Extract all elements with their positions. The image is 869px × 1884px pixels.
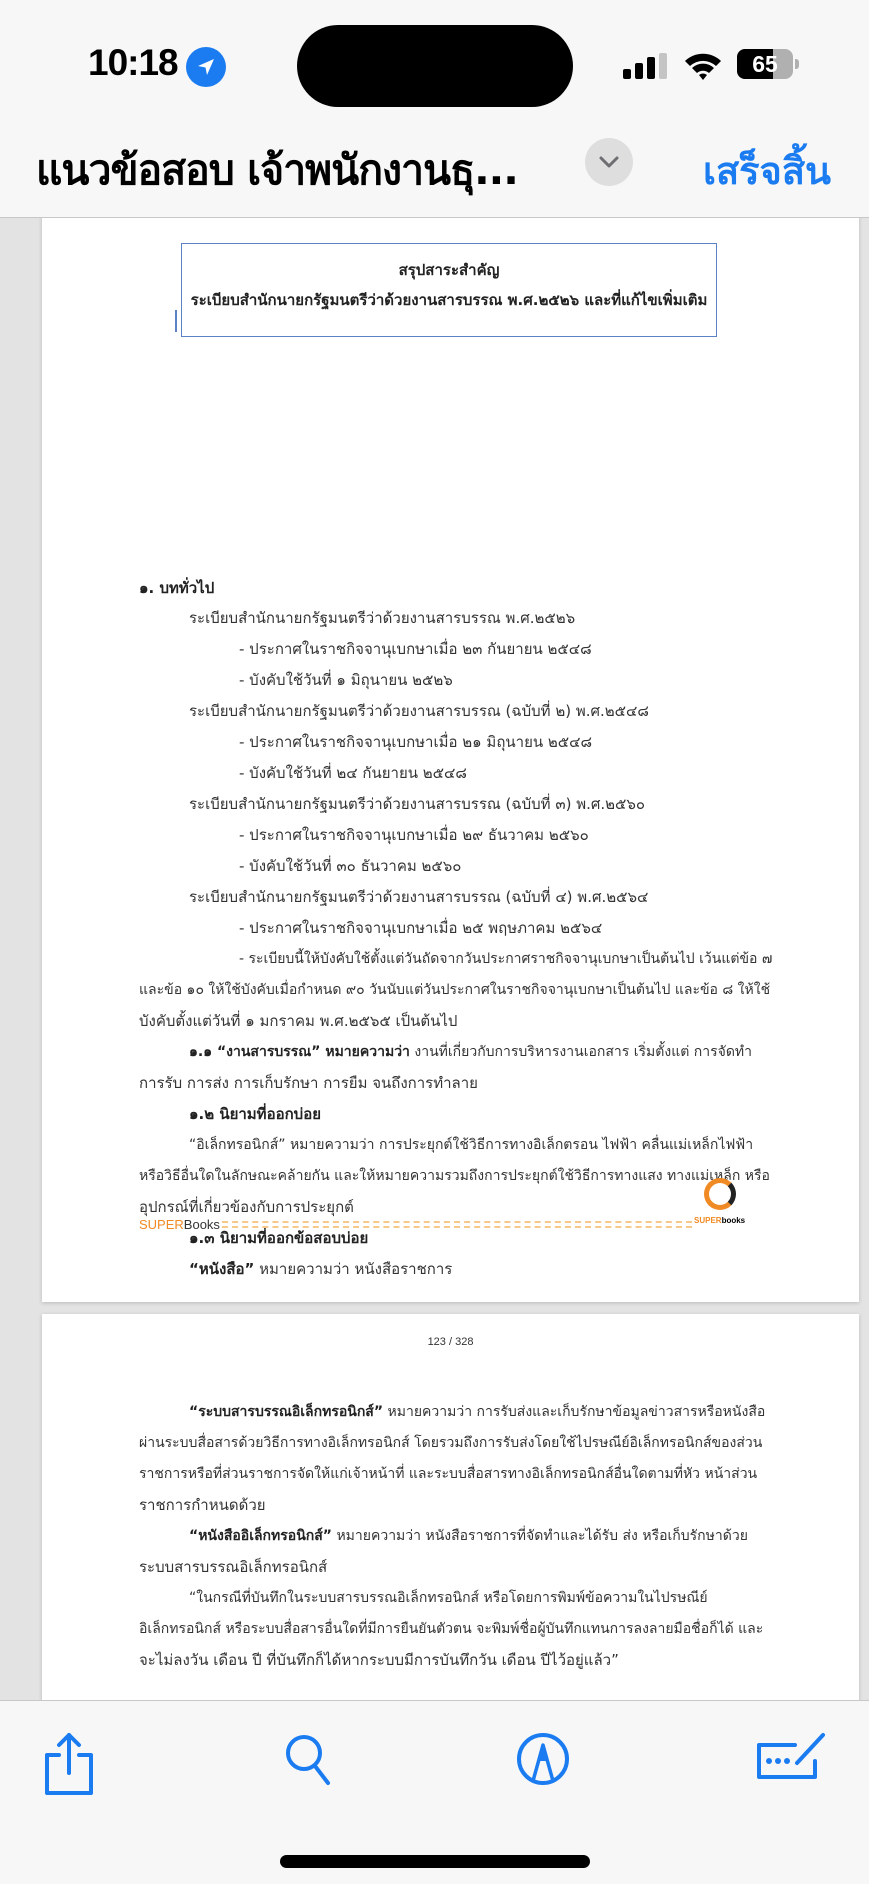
summary-subtitle: ระเบียบสำนักนายกรัฐมนตรีว่าด้วยงานสารบรรณ พ.ศ.๒๕๒๖ และที่แก้ไขเพิ่มเติม bbox=[190, 291, 708, 309]
navigation-bar bbox=[0, 120, 869, 218]
text-line: ระเบียบสำนักนายกรัฐมนตรีว่าด้วยงานสารบรรณ (ฉบับที่ ๔) พ.ศ.๒๕๖๔ bbox=[189, 888, 649, 906]
title-menu-button[interactable] bbox=[585, 138, 633, 186]
status-bar bbox=[0, 0, 869, 120]
done-button[interactable]: เสร็จสิ้น bbox=[702, 149, 831, 193]
definition-term: “หนังสืออิเล็กทรอนิกส์” bbox=[189, 1528, 332, 1544]
logo-ring-icon bbox=[704, 1178, 736, 1210]
text-line: อิเล็กทรอนิกส์ หรือระบบสื่อสารอื่นใดที่มีการยืนยันตัวตน จะพิมพ์ชื่อผู้บันทึกแทนการลงลายมือชื่อก็ได้ และ bbox=[139, 1621, 764, 1637]
text-line: ระเบียบสำนักนายกรัฐมนตรีว่าด้วยงานสารบรรณ พ.ศ.๒๕๒๖ bbox=[189, 609, 576, 627]
definition-line bbox=[189, 1042, 752, 1062]
logo-wordmark: SUPERbooks bbox=[694, 1216, 746, 1225]
text-line: การรับ การส่ง การเก็บรักษา การยืม จนถึงการทำลาย bbox=[139, 1074, 478, 1092]
text-line: บังคับตั้งแต่วันที่ ๑ มกราคม พ.ศ.๒๕๖๕ เป็นต้นไป bbox=[139, 1012, 458, 1030]
definition-text: หมายความว่า หนังสือราชการที่จัดทำและได้รับ ส่ง หรือเก็บรักษาด้วย bbox=[332, 1528, 748, 1544]
superbooks-logo bbox=[694, 1178, 746, 1234]
text-line: ราชการกำหนดด้วย bbox=[139, 1496, 266, 1514]
markup-icon bbox=[515, 1731, 571, 1787]
subsection-heading: ๑.๒ นิยามที่ออกบ่อย bbox=[189, 1105, 321, 1123]
text-line: - ประกาศในราชกิจจานุเบกษาเมื่อ ๒๙ ธันวาคม ๒๕๖๐ bbox=[239, 826, 589, 844]
footer-brand bbox=[139, 1217, 220, 1232]
text-line: - ประกาศในราชกิจจานุเบกษาเมื่อ ๒๑ มิถุนายน ๒๕๔๘ bbox=[239, 733, 593, 751]
pdf-page bbox=[42, 1314, 859, 1700]
location-arrow-icon bbox=[186, 47, 226, 87]
text-line: หรือวิธีอื่นใดในลักษณะคล้ายกัน และให้หมายความรวมถึงการประยุกต์ใช้วิธีการทางแสง ทางแม่เหล็ก หรือ bbox=[139, 1168, 770, 1184]
text-line: จะไม่ลงวัน เดือน ปี ที่บันทึกก็ได้หากระบบมีการบันทึกวัน เดือน ปีไว้อยู่แล้ว” bbox=[139, 1651, 619, 1669]
brand-super: SUPER bbox=[139, 1217, 184, 1232]
chevron-down-icon bbox=[598, 154, 620, 170]
definition-term: ๑.๑ “งานสารบรรณ” หมายความว่า bbox=[189, 1044, 410, 1060]
add-signature-button[interactable] bbox=[755, 1731, 831, 1795]
definition-line bbox=[189, 1402, 765, 1422]
signature-icon bbox=[755, 1731, 831, 1787]
share-icon bbox=[37, 1731, 101, 1801]
pdf-viewer[interactable] bbox=[0, 218, 869, 1700]
footer-divider bbox=[222, 1221, 692, 1228]
text-line: ราชการหรือที่ส่วนราชการจัดให้แก่เจ้าหน้าที่ และระบบสื่อสารทางอิเล็กทรอนิกส์อื่นใดตามที่หัว หน้าส่วน bbox=[139, 1466, 758, 1482]
definition-term: “ระบบสารบรรณอิเล็กทรอนิกส์” bbox=[189, 1404, 384, 1420]
text-line: - ประกาศในราชกิจจานุเบกษาเมื่อ ๒๕ พฤษภาคม ๒๕๖๔ bbox=[239, 919, 603, 937]
text-line: ผ่านระบบสื่อสารด้วยวิธีการทางอิเล็กทรอนิกส์ โดยรวมถึงการรับส่งโดยใช้ไปรษณีย์อิเล็กทรอนิกส์ของส่วน bbox=[139, 1435, 763, 1451]
definition-text: หมายความว่า การรับส่งและเก็บรักษาข้อมูลข่าวสารหรือหนังสือ bbox=[383, 1404, 766, 1420]
text-line: และข้อ ๑๐ ให้ใช้บังคับเมื่อกำหนด ๙๐ วันนับแต่วันประกาศในราชกิจจานุเบกษาเป็นต้นไป และข้อ ๘ ให้ใช้ bbox=[139, 982, 771, 998]
definition-line bbox=[189, 1526, 748, 1546]
markup-button[interactable] bbox=[515, 1731, 579, 1795]
text-cursor bbox=[175, 310, 177, 332]
text-line: ระเบียบสำนักนายกรัฐมนตรีว่าด้วยงานสารบรรณ (ฉบับที่ ๒) พ.ศ.๒๕๔๘ bbox=[189, 702, 649, 720]
definition-term: “หนังสือ” bbox=[189, 1260, 255, 1278]
pdf-page bbox=[42, 218, 859, 1302]
text-line: - บังคับใช้วันที่ ๑ มิถุนายน ๒๕๒๖ bbox=[239, 671, 453, 689]
battery-percent: 65 bbox=[752, 51, 778, 77]
section-heading: ๑. บททั่วไป bbox=[139, 579, 215, 597]
search-button[interactable] bbox=[282, 1731, 346, 1795]
summary-box bbox=[181, 243, 717, 337]
text-line: “อิเล็กทรอนิกส์” หมายความว่า การประยุกต์ใช้วิธีการทางอิเล็กตรอน ไฟฟ้า คลื่นแม่เหล็กไฟฟ้า bbox=[189, 1137, 754, 1153]
text-line: “ในกรณีที่บันทึกในระบบสารบรรณอิเล็กทรอนิกส์ หรือโดยการพิมพ์ข้อความในไปรษณีย์ bbox=[189, 1590, 708, 1606]
definition-text: งานที่เกี่ยวกับการบริหารงานเอกสาร เริ่มตั้งแต่ การจัดทำ bbox=[409, 1044, 753, 1060]
summary-title: สรุปสาระสำคัญ bbox=[398, 261, 500, 279]
text-line: - ประกาศในราชกิจจานุเบกษาเมื่อ ๒๓ กันยายน ๒๕๔๘ bbox=[239, 640, 592, 658]
battery-tip bbox=[795, 59, 799, 69]
page-indicator: 123 / 328 bbox=[427, 1336, 474, 1348]
brand-books: Books bbox=[183, 1217, 220, 1232]
text-line: ระบบสารบรรณอิเล็กทรอนิกส์ bbox=[139, 1558, 328, 1576]
search-icon bbox=[282, 1731, 338, 1791]
text-line: - บังคับใช้วันที่ ๒๔ กันยายน ๒๕๔๘ bbox=[239, 764, 467, 782]
definition-text: หมายความว่า หนังสือราชการ bbox=[254, 1260, 453, 1278]
clock: 10:18 bbox=[88, 42, 178, 83]
text-line: - ระเบียบนี้ให้บังคับใช้ตั้งแต่วันถัดจากวันประกาศราชกิจจานุเบกษาเป็นต้นไป เว้นแต่ข้อ ๗ bbox=[239, 951, 773, 967]
definition-line bbox=[189, 1259, 452, 1279]
share-button[interactable] bbox=[37, 1731, 101, 1795]
text-line: อุปกรณ์ที่เกี่ยวข้องกับการประยุกต์ bbox=[139, 1198, 354, 1216]
subsection-heading: ๑.๓ นิยามที่ออกข้อสอบบ่อย bbox=[189, 1229, 369, 1247]
battery-icon bbox=[737, 49, 793, 79]
text-line: ระเบียบสำนักนายกรัฐมนตรีว่าด้วยงานสารบรรณ (ฉบับที่ ๓) พ.ศ.๒๕๖๐ bbox=[189, 795, 646, 813]
home-indicator[interactable] bbox=[280, 1855, 590, 1868]
dynamic-island bbox=[297, 25, 573, 107]
document-title[interactable]: แนวข้อสอบ เจ้าพนักงานธุ... bbox=[36, 146, 518, 194]
text-line: - บังคับใช้วันที่ ๓๐ ธันวาคม ๒๕๖๐ bbox=[239, 857, 462, 875]
wifi-icon bbox=[683, 51, 723, 85]
cellular-signal-icon bbox=[623, 53, 669, 79]
